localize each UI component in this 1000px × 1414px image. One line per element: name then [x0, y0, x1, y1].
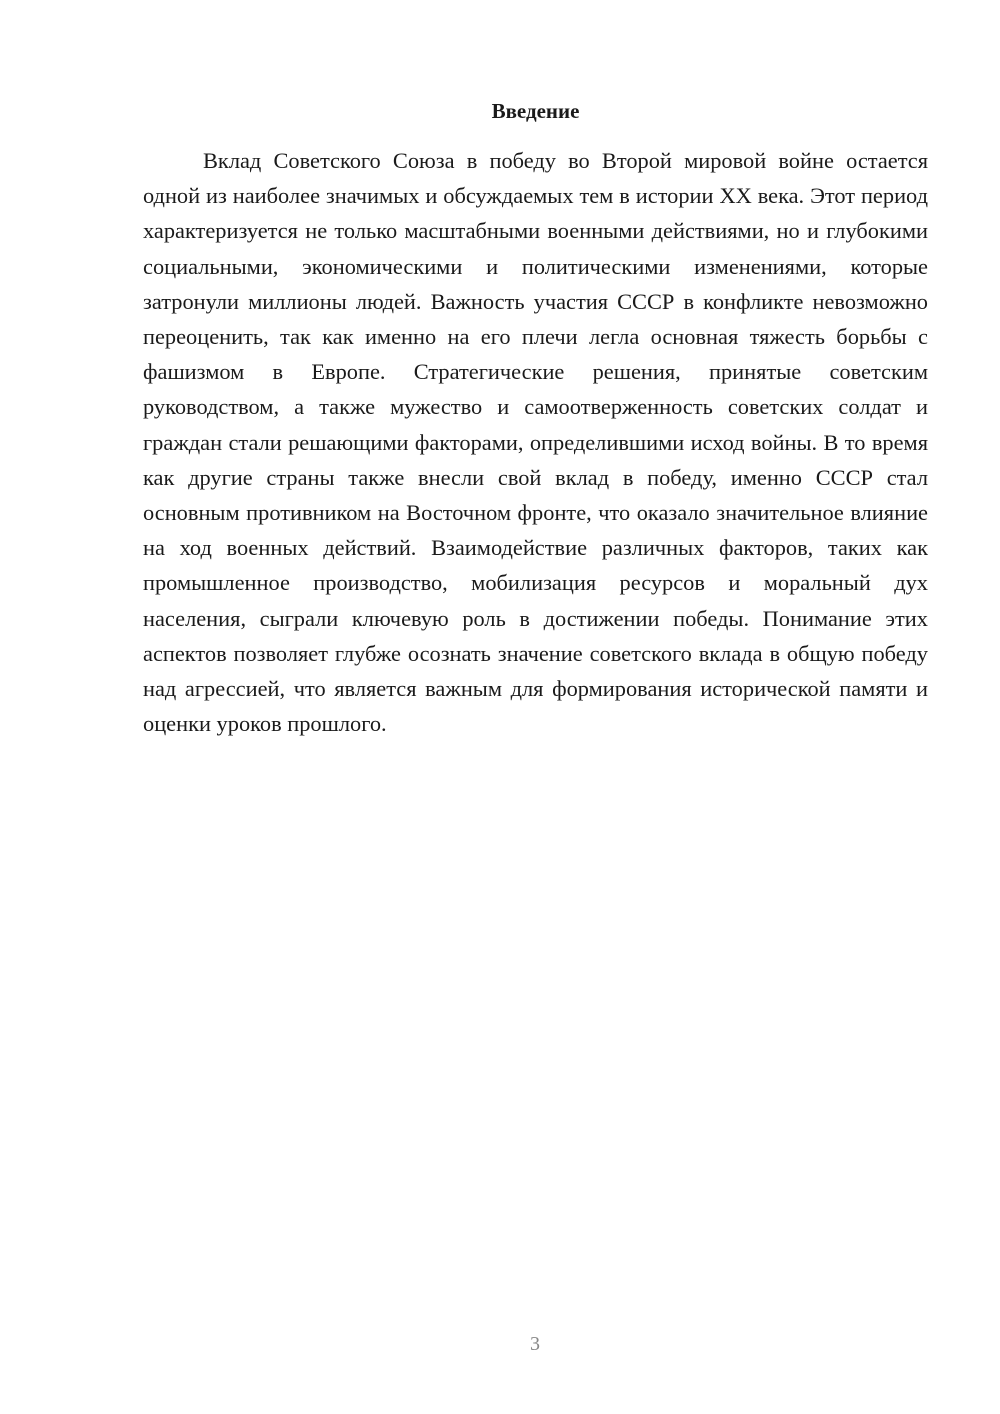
section-heading: Введение — [491, 99, 580, 123]
page-number: 3 — [530, 1333, 540, 1355]
body-paragraph: Вклад Советского Союза в победу во Второй мировой войне остается одной из наиболее значимых и обсуждаемых тем в истории XX века. Этот период характеризуется не только масштабными военными действиями, но и глубокими социальными, экономическими и политическими изменениями, которые затронули миллионы людей. Важность участия СССР в конфликте невозможно переоценить, так как именно на его плечи легла основная тяжесть борьбы с фашизмом в Европе. Стратегические решения, принятые советским руководством, а также мужество и самоотверженность советских солдат и граждан стали решающими факторами, определившими исход войны. В то время как другие страны также внесли свой вклад в победу, именно СССР стал основным противником на Восточном фронте, что оказало значительное влияние на ход военных действий. Взаимодействие различных факторов, таких как промышленное производство, мобилизация ресурсов и моральный дух населения, сыграли ключевую роль в достижении победы. Понимание этих аспектов позволяет глубже осознать значение советского вклада в общую победу над агрессией, что является важным для формирования исторической памяти и оценки уроков прошлого. — [143, 148, 928, 737]
